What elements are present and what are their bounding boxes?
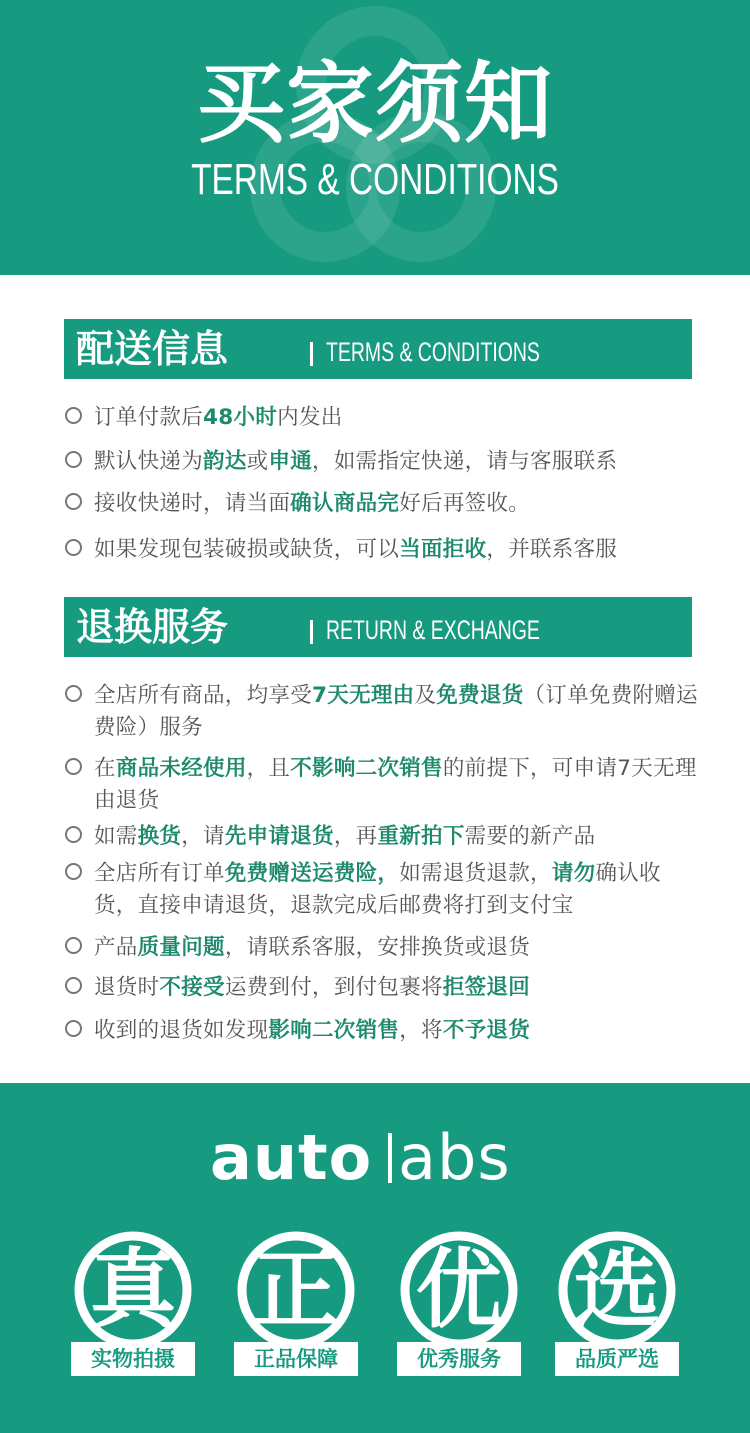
circle-bullet-icon bbox=[65, 937, 82, 954]
badge-authentic bbox=[236, 1230, 356, 1380]
brand-wordmark-bold: auto bbox=[210, 1121, 373, 1194]
text-segment: 如需 bbox=[94, 824, 138, 849]
text-segment: 在 bbox=[94, 756, 116, 781]
badge-caption: 优秀服务 bbox=[397, 1342, 521, 1376]
brand-logo bbox=[0, 1119, 750, 1199]
text-segment: ，请 bbox=[181, 824, 225, 849]
badge-real-photos bbox=[73, 1230, 193, 1380]
badge-glyph: 真 bbox=[90, 1240, 176, 1340]
section-title: 配送信息 bbox=[76, 327, 229, 371]
text-segment: 好后再签收。 bbox=[399, 491, 531, 516]
page-subtitle: TERMS & CONDITIONS bbox=[191, 155, 559, 204]
text-segment: 全店所有商品，均享受 bbox=[94, 683, 313, 708]
text-segment: 如果发现包装破损或缺货，可以 bbox=[94, 537, 400, 562]
highlighted-text: 先申请退货 bbox=[224, 824, 334, 849]
list-item-text bbox=[94, 488, 698, 520]
header-banner bbox=[0, 0, 750, 275]
badge-glyph: 正 bbox=[253, 1240, 339, 1340]
circle-bullet-icon bbox=[65, 1020, 82, 1037]
text-segment: 运费到付，到付包裹将 bbox=[224, 975, 443, 1000]
title-divider bbox=[310, 342, 313, 366]
autolabs-logo-icon bbox=[210, 1119, 540, 1199]
highlighted-text: 韵达 bbox=[203, 449, 247, 474]
text-segment: 需要的新产品 bbox=[464, 824, 596, 849]
list-item-text bbox=[94, 402, 698, 434]
returns-section-header bbox=[64, 597, 692, 657]
highlighted-text: 换货 bbox=[137, 824, 182, 849]
circle-bullet-icon bbox=[65, 451, 82, 468]
highlighted-text: 不予退货 bbox=[442, 1018, 531, 1043]
highlighted-text: 7天无理由 bbox=[312, 683, 415, 708]
text-segment: 收到的退货如发现 bbox=[94, 1018, 269, 1043]
list-item-text bbox=[94, 680, 698, 744]
circle-bullet-icon bbox=[65, 977, 82, 994]
section-title: 退换服务 bbox=[76, 605, 229, 649]
title-divider bbox=[310, 620, 313, 644]
text-segment: ，并联系客服 bbox=[486, 537, 618, 562]
section-subtitle: RETURN & EXCHANGE bbox=[326, 615, 540, 645]
list-item-text bbox=[94, 753, 698, 817]
text-segment: 的前提下，可申请7天无理由退货 bbox=[94, 756, 697, 813]
list-item-text bbox=[94, 972, 698, 1004]
list-item-text bbox=[94, 932, 698, 964]
highlighted-text: 不接受 bbox=[159, 975, 225, 1000]
highlighted-text: 免费退货 bbox=[436, 683, 524, 708]
text-segment: 内发出 bbox=[277, 405, 343, 430]
badge-caption: 实物拍摄 bbox=[71, 1342, 195, 1376]
badge-glyph: 优 bbox=[416, 1240, 502, 1340]
circle-bullet-icon bbox=[65, 539, 82, 556]
brand-divider bbox=[388, 1133, 392, 1183]
delivery-section-header bbox=[64, 319, 692, 379]
text-segment: ，如需指定快递，请与客服联系 bbox=[312, 449, 618, 474]
badge-glyph: 选 bbox=[574, 1240, 660, 1340]
list-item-text bbox=[94, 858, 698, 922]
text-segment: ，且 bbox=[246, 756, 291, 781]
circle-bullet-icon bbox=[65, 826, 82, 843]
highlighted-text: 重新拍下 bbox=[377, 824, 465, 849]
highlighted-text: 免费赠送运费险， bbox=[224, 861, 400, 886]
circle-bullet-icon bbox=[65, 863, 82, 880]
highlighted-text: 请勿 bbox=[551, 861, 596, 886]
highlighted-text: 拒签退回 bbox=[442, 975, 531, 1000]
brand-wordmark-light: abs bbox=[398, 1121, 511, 1194]
highlighted-text: 48小时 bbox=[203, 405, 278, 430]
highlighted-text: 质量问题 bbox=[137, 935, 225, 960]
text-segment: 或 bbox=[246, 449, 269, 474]
text-segment: ，请联系客服，安排换货或退货 bbox=[224, 935, 531, 960]
highlighted-text: 不影响二次销售 bbox=[290, 756, 443, 781]
highlighted-text: 影响二次销售 bbox=[268, 1018, 400, 1043]
list-item-text bbox=[94, 1015, 698, 1047]
text-segment: 全店所有订单 bbox=[94, 861, 225, 886]
circle-bullet-icon bbox=[65, 758, 82, 775]
list-item-text bbox=[94, 446, 698, 478]
text-segment: 退货时 bbox=[94, 975, 160, 1000]
circle-bullet-icon bbox=[65, 493, 82, 510]
highlighted-text: 商品未经使用 bbox=[115, 756, 247, 781]
badge-service bbox=[399, 1230, 519, 1380]
text-segment: 默认快递为 bbox=[94, 449, 204, 474]
section-subtitle: TERMS & CONDITIONS bbox=[326, 337, 540, 367]
text-segment: 订单付款后 bbox=[94, 405, 204, 430]
text-segment: 产品 bbox=[94, 935, 138, 960]
circle-bullet-icon bbox=[65, 407, 82, 424]
circle-bullet-icon bbox=[65, 685, 82, 702]
badge-caption: 品质严选 bbox=[555, 1342, 679, 1376]
text-segment: ，将 bbox=[399, 1018, 443, 1043]
badge-caption: 正品保障 bbox=[234, 1342, 358, 1376]
text-segment: （订单免费附赠运费险）服务 bbox=[94, 683, 698, 740]
highlighted-text: 确认商品完 bbox=[290, 491, 400, 516]
highlighted-text: 当面拒收 bbox=[399, 537, 487, 562]
page-title: 买家须知 bbox=[196, 52, 553, 155]
badge-quality bbox=[557, 1230, 677, 1380]
text-segment: 确认收货，直接申请退货，退款完成后邮费将打到支付宝 bbox=[94, 861, 661, 918]
text-segment: 如需退货退款， bbox=[399, 861, 552, 886]
list-item-text bbox=[94, 534, 698, 566]
text-segment: 及 bbox=[414, 683, 437, 708]
highlighted-text: 申通 bbox=[268, 449, 313, 474]
list-item-text bbox=[94, 821, 698, 853]
text-segment: ，再 bbox=[333, 824, 378, 849]
text-segment: 接收快递时，请当面 bbox=[94, 491, 291, 516]
